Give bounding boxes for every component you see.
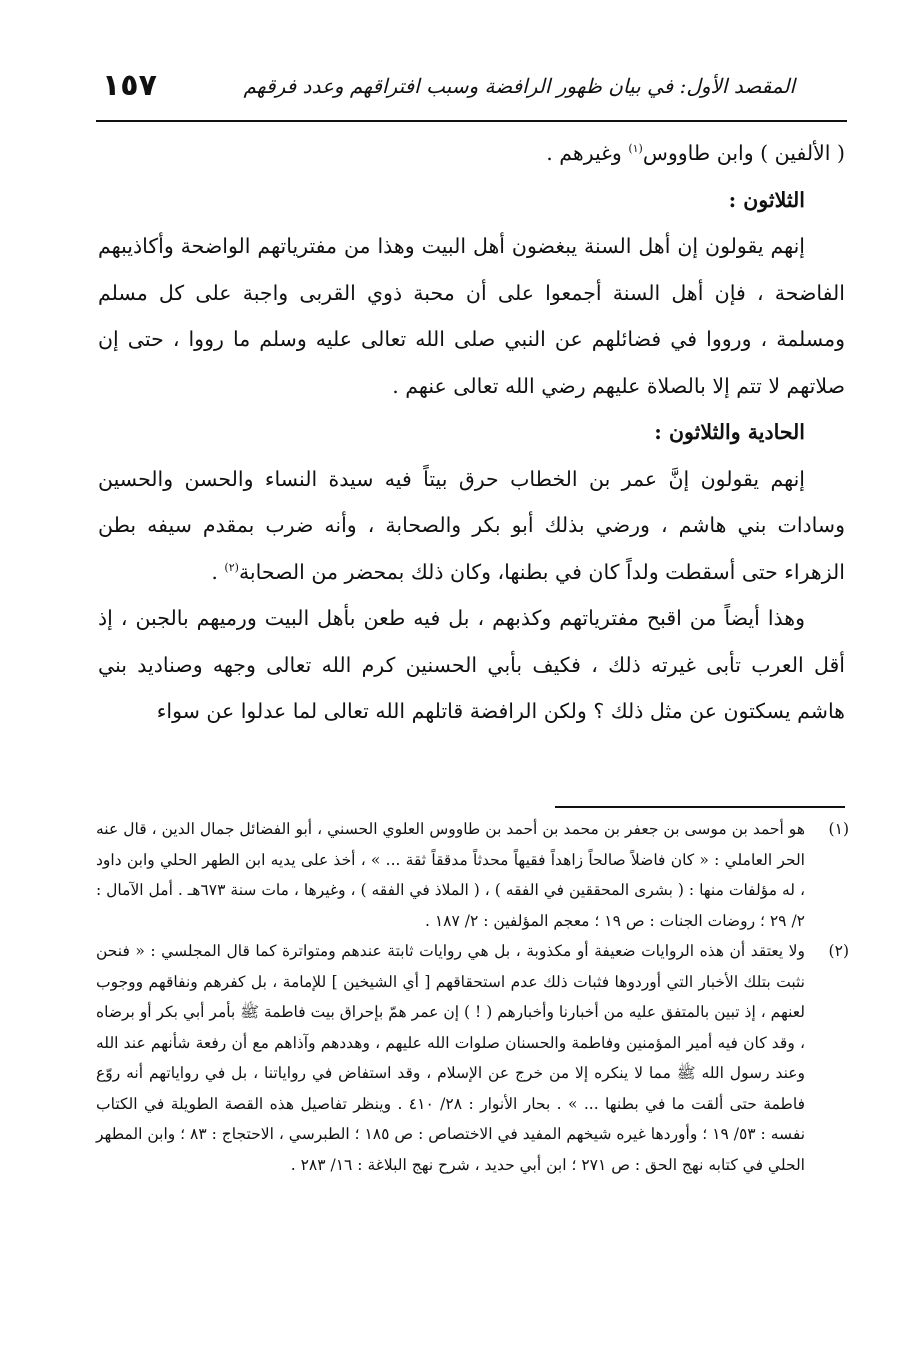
paragraph-text: إنهم يقولون إنَّ عمر بن الخطاب حرق بيتاً فيه سيدة النساء والحسن والحسين وسادات بني هاشم ، ورضي بذلك أبو بكر والصحابة ، وأنه ضرب بمقدم سيفه بطن الزهراء حتى أسقطت ولداً كان في بطنها، وكان ذلك بمحضر من الصحابة [98, 466, 845, 584]
footnote-text: هو أحمد بن موسى بن جعفر بن محمد بن أحمد بن طاووس العلوي الحسني ، أبو الفضائل جمال الدين ، قال عنه الحر العاملي : « كان فاضلاً صالحاً زاهداً فقيهاً محدثاً مدققاً ثقة ... » ، أخذ على يديه ابن الطهر الحلي وابن داود ، له مؤلفات منها : ( بشرى المحققين في الفقه ) ، ( الملاذ في الفقه ) ، وغيرها ، مات سنة ٦٧٣هـ . أمل الآمال : ٢/ ٢٩ ؛ روضات الجنات : ص ١٩ ؛ معجم المؤلفين : ٢/ ١٨٧ . [96, 820, 805, 930]
section-heading-30: الثلاثون : [728, 187, 805, 212]
page-header [96, 68, 805, 112]
main-text [98, 130, 845, 735]
running-title: المقصد الأول: في بيان ظهور الرافضة وسبب افتراقهم وعدد فرقهم [243, 74, 795, 98]
footnotes [96, 814, 849, 1180]
paragraph-text: ( الألفين ) وابن طاووس [642, 141, 845, 165]
paragraph-text: وغيرهم . [546, 141, 629, 165]
footnote-1 [96, 814, 849, 936]
paragraph-31a [98, 456, 845, 596]
header-rule [96, 120, 847, 122]
footnote-text: ولا يعتقد أن هذه الروايات ضعيفة أو مكذوبة ، بل هي روايات ثابتة عندهم ومتواترة كما قال المجلسي : « فنحن نثبت بتلك الأخبار التي أوردوها فثبات ذلك عدم استحقاقهم [ أي الشيخين ] للإمامة ، بل كفرهم ونفاقهم ووجوب لعنهم ، إذ تبين بالمتفق عليه من أخبارنا وأخبارهم ( ! ) إن عمر همّ بإحراق بيت فاطمة ﷺ بأمر أبي بكر أو برضاه ، وقد كان فيه أمير المؤمنين وفاطمة والحسنان صلوات الله عليهم ، وهددهم وآذاهم مع أن رفعة شأنهم عند الله وعند رسول الله ﷺ مما لا ينكره إلا من خرج عن الإسلام ، وقد استفاض في رواياتنا ، بل في رواياتهم أنه روّع فاطمة حتى ألقت ما في بطنها ... » . بحار الأنوار : ٢٨/ ٤١٠ . وينظر تفاصيل هذه القصة الطويلة في الكتاب نفسه : ٥٣/ ١٩ ؛ وأوردها غيره شيخهم المفيد في الاختصاص : ص ١٨٥ ؛ الطبرسي ، الاحتجاج : ٨٣ ؛ وابن المطهر الحلي في كتابه نهج الحق : ص ٢٧١ ؛ ابن أبي حديد ، شرح نهج البلاغة : ١٦/ ٢٨٣ . [96, 942, 806, 1174]
paragraph-31b: وهذا أيضاً من اقبح مفترياتهم وكذبهم ، بل فيه طعن بأهل البيت ورميهم بالجبن ، إذ أقل العرب تأبى غيرته ذلك ، فكيف بأبي الحسنين كرم الله تعالى وجهه وصناديد بني هاشم يسكتون عن مثل ذلك ؟ ولكن الرافضة قاتلهم الله تعالى لما عدلوا عن سواء [98, 606, 845, 723]
paragraph-continuation [98, 130, 845, 177]
footnote-ref-1[interactable]: (١) [628, 142, 643, 156]
paragraph-text: . [211, 559, 225, 584]
section-heading-31: الحادية والثلاثون : [654, 420, 805, 444]
footnote-ref-2[interactable]: (٢) [224, 560, 239, 574]
paragraph-30: إنهم يقولون إن أهل السنة يبغضون أهل البيت وهذا من مفترياتهم الواضحة وأكاذيبهم الفاضحة ، فإن أهل السنة أجمعوا على أن محبة ذوي القربى واجبة على كل مسلم ومسلمة ، ورووا في فضائلهم عن النبي صلى الله تعالى عليه وسلم ما رووا ، حتى إن صلاتهم لا تتم إلا بالصلاة عليهم رضي الله تعالى عنهم . [98, 234, 845, 398]
page-number: ١٥٧ [102, 68, 157, 103]
footnote-number: (١) [828, 820, 849, 838]
footnote-number: (٢) [828, 942, 849, 960]
footnote-rule [555, 806, 845, 808]
footnote-2 [96, 936, 849, 1180]
